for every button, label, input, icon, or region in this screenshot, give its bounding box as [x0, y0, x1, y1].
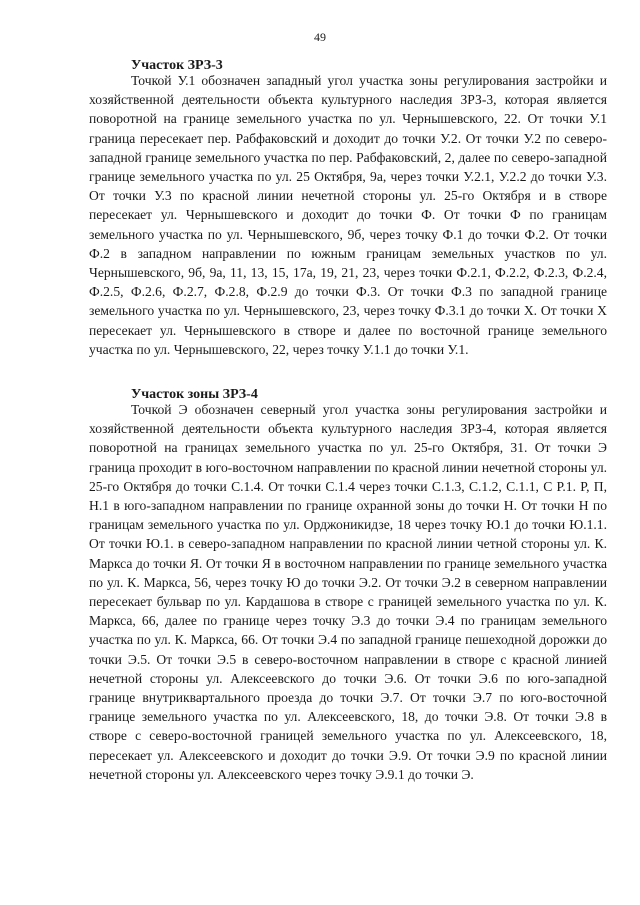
page-number: 49	[314, 30, 326, 44]
section-paragraph-zrz4: Точкой Э обозначен северный угол участка зоны регулирования застройки и хозяйственной деятельности объекта культурного наследия ЗРЗ-4, которая является поворотной на границах земельного участка по ул. 25-го Октября, 31. От точки Э граница проходит в юго-восточном направлении по красной линии нечетной стороны ул. 25-го Октября до точки С.1.4. От точки С.1.4 через точки С.1.3, С.1.2, С.1.1, С Р.1. Р, П, Н.1 в юго-западном направлении по границе охранной зоны до точки Н. От точки Н по границам земельного участка по ул. Орджоникидзе, 18 через точку Ю.1 до точки Ю.1.1. От точки Ю.1. в северо-западном направлении по красной линии четной стороны ул. К. Маркса до точки Я. От точки Я в восточном направлении по границе земельного участка по ул. К. Маркса, 56, через точку Ю до точки Э.2. От точки Э.2 в северном направлении пересекает бульвар по ул. Кардашова в створе с границей земельного участка по ул. К. Маркса, 66, далее по границе через точку Э.3 до точки Э.4 по границам земельного участка по ул. К. Маркса, 66. От точки Э.4 по западной границе пешеходной дорожки до точки Э.5. От точки Э.5 в северо-восточном направлении в створе с красной линией нечетной стороны ул. Алексеевского до точки Э.6. От точки Э.6 по юго-западной границе внутриквартального проезда до точки Э.7. От точки Э.7 по юго-восточной границе земельного участка по ул. Алексеевского, 18, до точки Э.8. От точки Э.8 в створе с северо-восточной границей земельного участка по ул. Алексеевского, 18, пересекает ул. Алексеевского и доходит до точки Э.9. От точки Э.9 по красной линии нечетной стороны ул. Алексеевского через точку Э.9.1 до точки Э.	[89, 402, 607, 782]
section-paragraph-zrz3: Точкой У.1 обозначен западный угол участка зоны регулирования застройки и хозяйственной деятельности объекта культурного наследия ЗРЗ-3, которая является поворотной на границе земельного участка по ул. Чернышевского, 22. От точки У.1 граница пересекает пер. Рабфаковский и доходит до точки У.2. От точки У.2 по северо-западной границе земельного участка по пер. Рабфаковский, 2, далее по северо-западной границе земельного участка по ул. 25 Октября, 9а, через точки У.2.1, У.2.2 до точки У.3. От точки У.3 по красной линии нечетной стороны ул. 25-го Октября и в створе пересекает ул. Чернышевского и доходит до точки Ф. От точки Ф по границам земельного участка по ул. Чернышевского, 9б, через точку Ф.1 до точки Ф.2. От точки Ф.2 в западном направлении по южным границам земельных участков по ул. Чернышевского, 9б, 9а, 11, 13, 15, 17а, 19, 21, 23, через точки Ф.2.1, Ф.2.2, Ф.2.3, Ф.2.4, Ф.2.5, Ф.2.6, Ф.2.7, Ф.2.8, Ф.2.9 до точки Ф.3. От точки Ф.3 по западной границе земельного участка по ул. Чернышевского, 23, через точку Ф.3.1 до точки Х. От точки Х пересекает ул. Чернышевского в створе и далее по восточной границе земельного участка по ул. Чернышевского, 22, через точку У.1.1 до точки У.1.	[89, 73, 607, 357]
section-heading-zrz3: Участок ЗРЗ-3	[131, 58, 223, 73]
section-heading-zrz4: Участок зоны ЗРЗ-4	[131, 387, 258, 402]
